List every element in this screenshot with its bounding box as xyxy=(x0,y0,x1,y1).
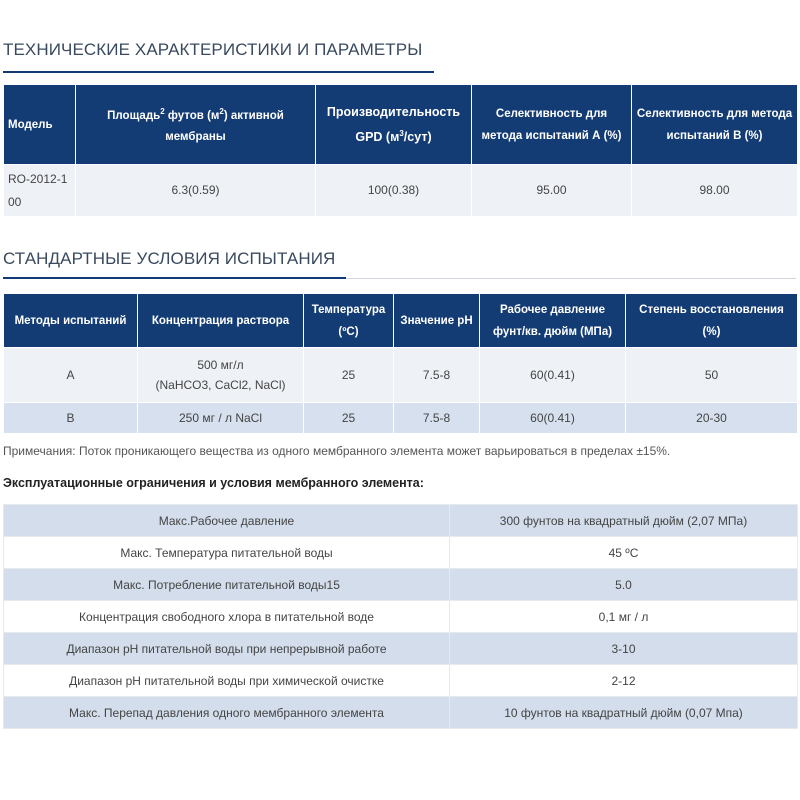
limits-title: Эксплуатационные ограничения и условия мембранного элемента: xyxy=(3,476,424,490)
table-row xyxy=(4,403,798,434)
cell-temperature: 25 xyxy=(304,348,394,403)
cell-recovery: 20-30 xyxy=(626,403,798,434)
header-pressure: Рабочее давление фунт/кв. дюйм (МПа) xyxy=(480,294,626,348)
table-row xyxy=(4,665,798,697)
cell-ph: 7.5-8 xyxy=(394,348,480,403)
cell-pressure: 60(0.41) xyxy=(480,403,626,434)
header-area: Площадь$^2$ футов $(м^2)$ активной мембраны xyxy=(76,85,316,165)
limit-value: 0,1 мг / л xyxy=(450,601,798,633)
cell-selectivity-b: 98.00 xyxy=(632,165,798,217)
limit-value: 3-10 xyxy=(450,633,798,665)
limit-label: Макс.Рабочее давление xyxy=(4,505,450,537)
specs-table xyxy=(3,84,798,217)
table-row xyxy=(4,537,798,569)
cell-selectivity-a: 95.00 xyxy=(472,165,632,217)
cell-productivity: 100(0.38) xyxy=(316,165,472,217)
limits-table xyxy=(3,504,798,729)
cell-model: RO-2012-100 xyxy=(4,165,76,217)
header-model: Модель xyxy=(4,85,76,165)
header-selectivity-a: Селективность для метода испытаний А (%) xyxy=(472,85,632,165)
limit-label: Макс. Температура питательной воды xyxy=(4,537,450,569)
table-row xyxy=(4,569,798,601)
conditions-title-underline xyxy=(3,277,346,279)
specs-section-title: ТЕХНИЧЕСКИЕ ХАРАКТЕРИСТИКИ И ПАРАМЕТРЫ xyxy=(3,40,423,59)
cell-temperature: 25 xyxy=(304,403,394,434)
table-row xyxy=(4,697,798,729)
specs-title-underline xyxy=(3,71,434,73)
header-selectivity-b: Селективность для метода испытаний В (%) xyxy=(632,85,798,165)
header-recovery: Степень восстановления (%) xyxy=(626,294,798,348)
cell-method: A xyxy=(4,348,138,403)
specs-header-row xyxy=(4,85,798,165)
limit-value: 2-12 xyxy=(450,665,798,697)
header-method: Методы испытаний xyxy=(4,294,138,348)
header-concentration: Концентрация раствора xyxy=(138,294,304,348)
conditions-table xyxy=(3,293,798,434)
limit-label: Концентрация свободного хлора в питательной воде xyxy=(4,601,450,633)
cell-method: B xyxy=(4,403,138,434)
cell-concentration: 500 мг/л (NaHCO3, CaCl2, NaCl) xyxy=(138,348,304,403)
limit-value: 5.0 xyxy=(450,569,798,601)
header-temperature: Температура (ºC) xyxy=(304,294,394,348)
header-productivity: Производительность GPD $(м^3/сут)$ xyxy=(316,85,472,165)
cell-concentration: 250 мг / л NaCl xyxy=(138,403,304,434)
note-text: Примечания: Поток проникающего вещества из одного мембранного элемента может варьироваться в пределах ±15%. xyxy=(3,444,671,458)
table-row xyxy=(4,165,798,217)
cell-ph: 7.5-8 xyxy=(394,403,480,434)
cell-recovery: 50 xyxy=(626,348,798,403)
header-ph: Значение pH xyxy=(394,294,480,348)
limit-label: Диапазон pH питательной воды при непрерывной работе xyxy=(4,633,450,665)
limit-value: 10 фунтов на квадратный дюйм (0,07 Мпа) xyxy=(450,697,798,729)
conditions-section-title: СТАНДАРТНЫЕ УСЛОВИЯ ИСПЫТАНИЯ xyxy=(3,249,336,268)
table-row xyxy=(4,505,798,537)
limit-label: Макс. Перепад давления одного мембранного элемента xyxy=(4,697,450,729)
limit-value: 300 фунтов на квадратный дюйм (2,07 МПа) xyxy=(450,505,798,537)
limit-label: Диапазон pH питательной воды при химической очистке xyxy=(4,665,450,697)
table-row xyxy=(4,633,798,665)
table-row xyxy=(4,348,798,403)
conditions-title-rule xyxy=(346,278,796,279)
limit-value: 45 ºC xyxy=(450,537,798,569)
table-row xyxy=(4,601,798,633)
cell-area: 6.3(0.59) xyxy=(76,165,316,217)
conditions-header-row xyxy=(4,294,798,348)
cell-pressure: 60(0.41) xyxy=(480,348,626,403)
limit-label: Макс. Потребление питательной воды15 xyxy=(4,569,450,601)
